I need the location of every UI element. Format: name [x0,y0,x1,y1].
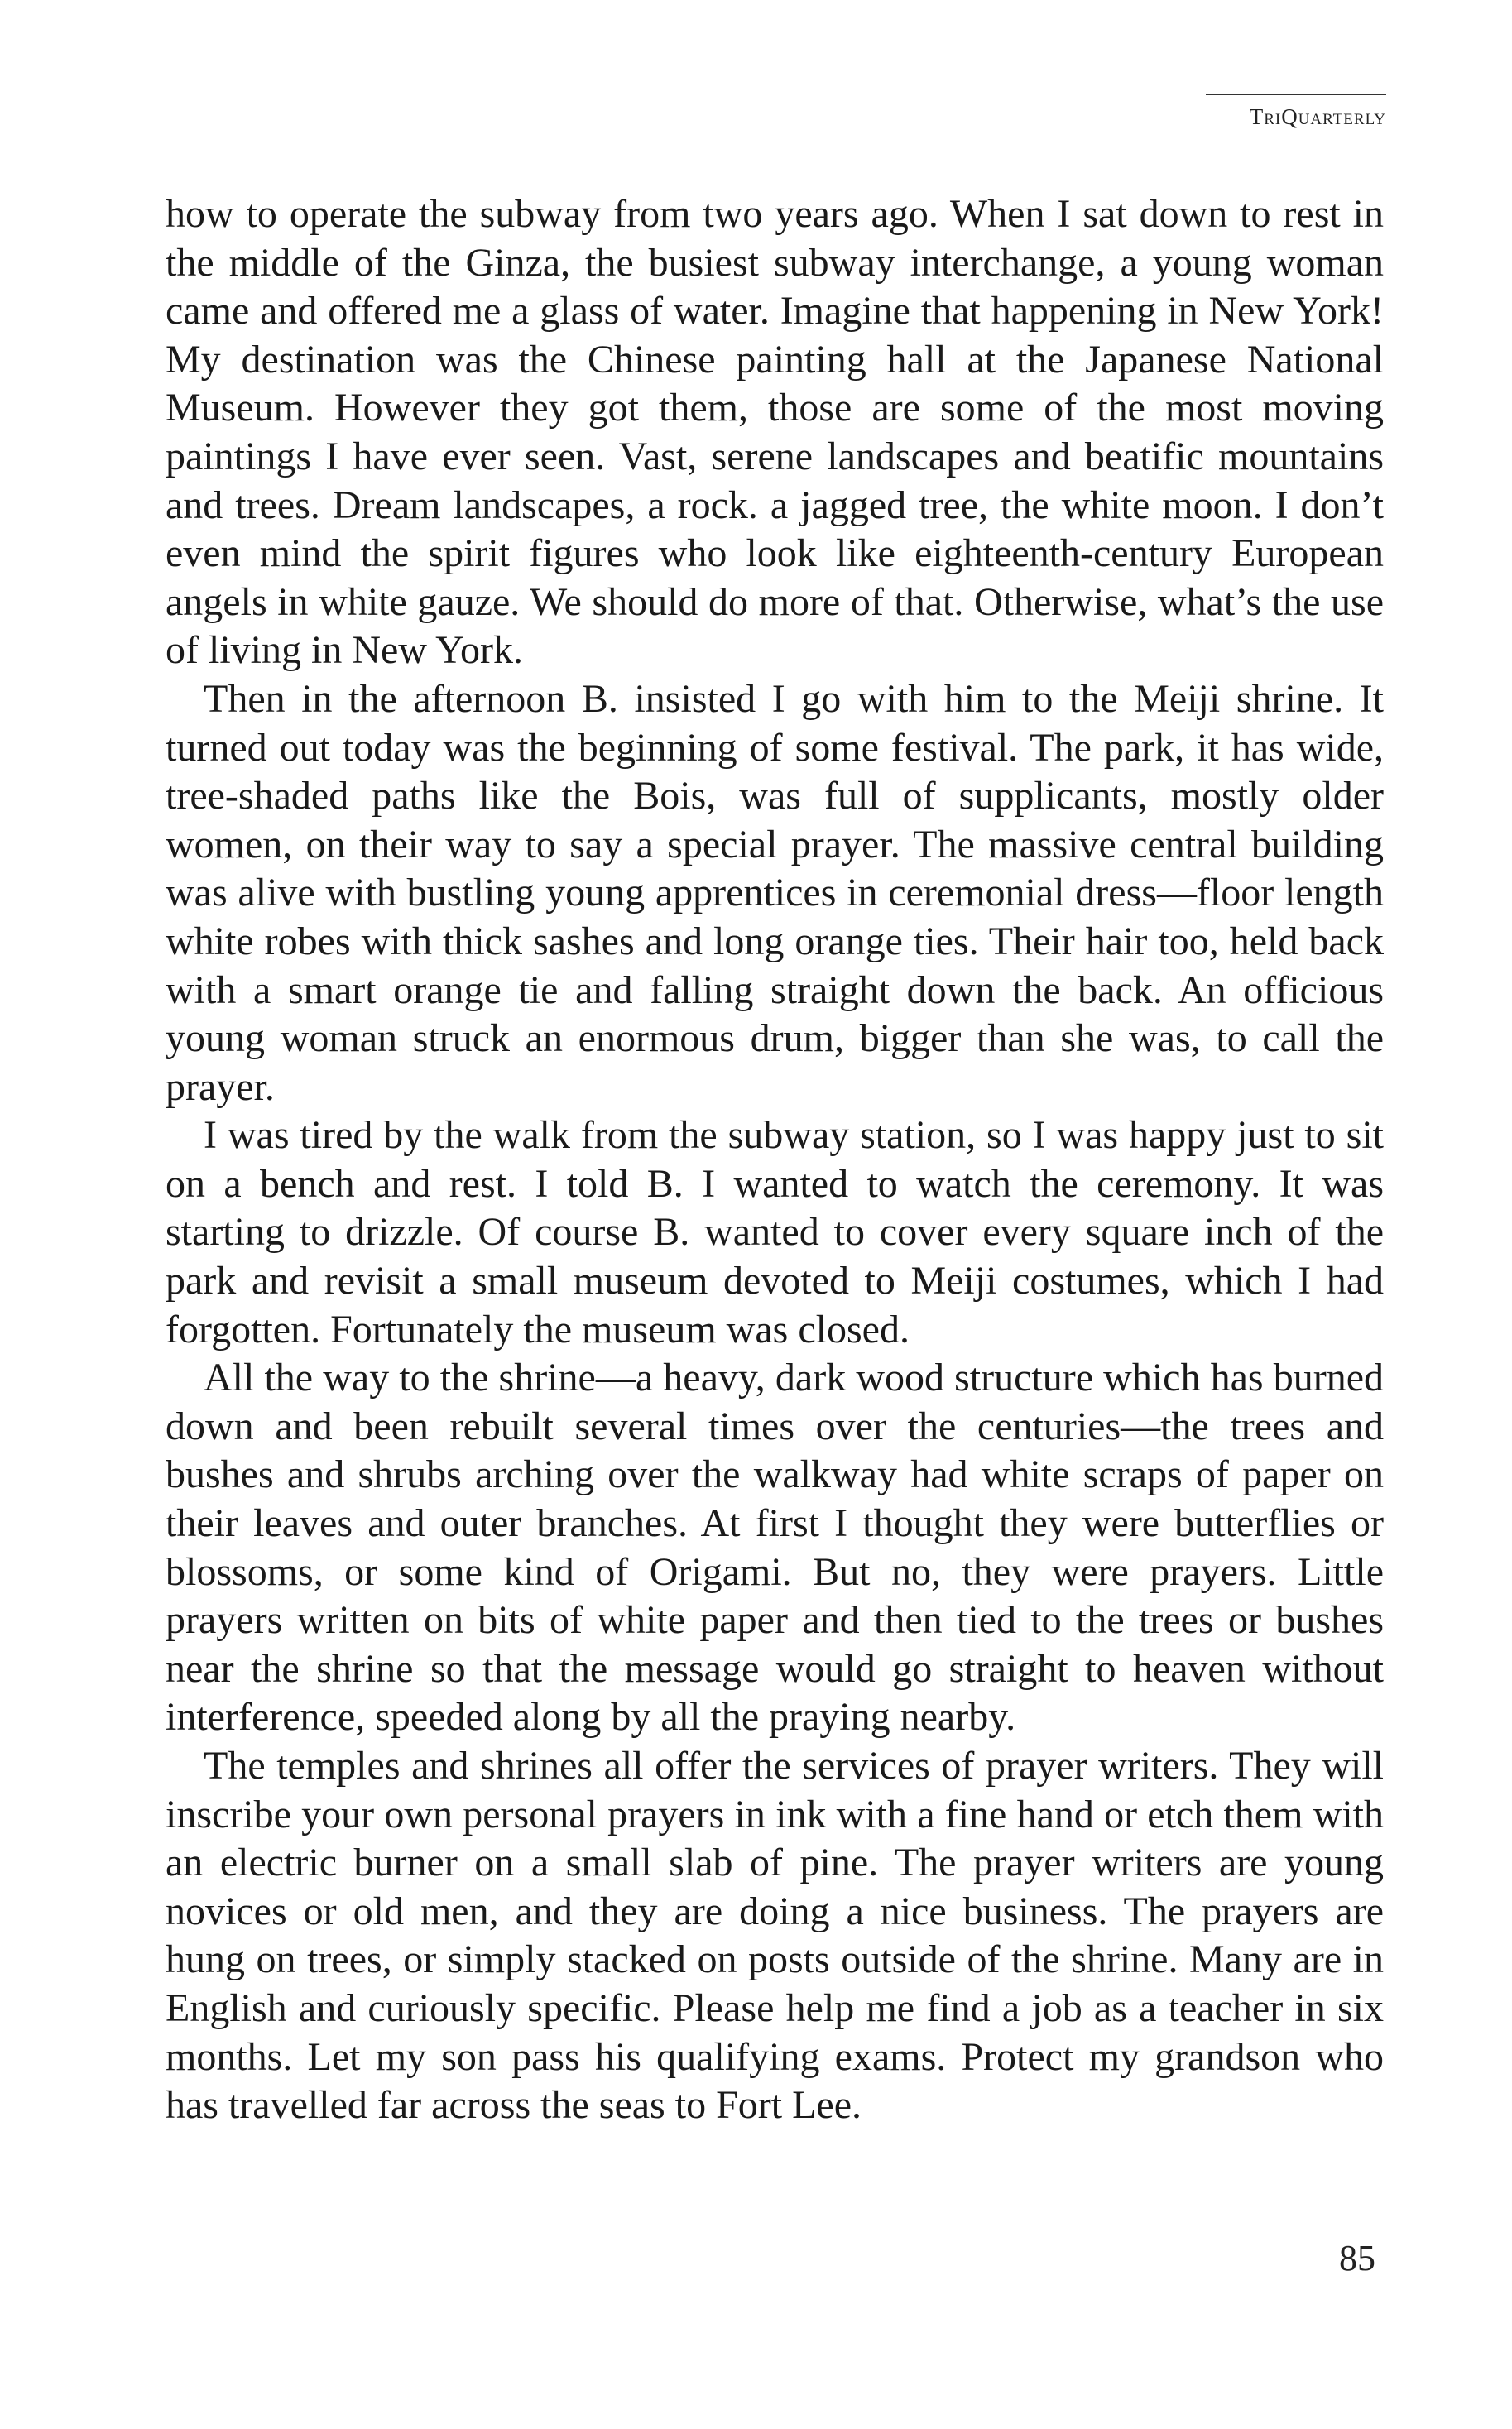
body-text [166,190,1384,2130]
running-head: TriQuarterly [1249,104,1386,129]
paragraph-1: how to operate the subway from two years ago. When I sat down to rest in the middle of the Ginza, the busiest subway interchange, a young woman came and offered me a glass of water. Imagine that happening in New York! My destination was the Chinese painting hall at the Japanese National Museum. However they got them, those are some of the most moving paintings I have ever seen. Vast, serene landscapes and beatific mountains and trees. Dream landscapes, a rock. a jagged tree, the white moon. I don’t even mind the spirit figures who look like eighteenth-century European angels in white gauze. We should do more of that. Otherwise, what’s the use of living in New York. [166,192,1384,673]
paragraph-3: I was tired by the walk from the subway station, so I was happy just to sit on a bench and rest. I told B. I wanted to watch the ceremony. It was starting to drizzle. Of course B. wanted to cover every square inch of the park and revisit a small museum devoted to Meiji costumes, which I had forgotten. Fortunately the museum was closed. [166,1113,1384,1351]
running-head-rule [1206,94,1386,95]
page-number: 85 [1339,2238,1375,2278]
paragraph-5: The temples and shrines all offer the services of prayer writers. They will inscribe your own personal prayers in ink with a fine hand or etch them with an electric burner on a small slab of pine. The prayer writers are young novices or old men, and they are doing a nice business. The prayers are hung on trees, or simply stacked on posts outside of the shrine. Many are in English and curiously specific. Please help me find a job as a teacher in six months. Let my son pass his qualifying exams. Protect my grandson who has travelled far across the seas to Fort Lee. [166,1744,1384,2128]
paragraph-4: All the way to the shrine—a heavy, dark wood structure which has burned down and been rebuilt several times over the centuries—the trees and bushes and shrubs arching over the walkway had white scraps of paper on their leaves and outer branches. At first I thought they were butterflies or blossoms, or some kind of Origami. But no, they were prayers. Little prayers written on bits of white paper and then tied to the trees or bushes near the shrine so that the message would go straight to heaven without interference, speeded along by all the praying nearby. [166,1356,1384,1740]
paragraph-2: Then in the afternoon B. insisted I go with him to the Meiji shrine. It turned out today was the beginning of some festival. The park, it has wide, tree-shaded paths like the Bois, was full of supplicants, mostly older women, on their way to say a special prayer. The massive central building was alive with bustling young apprentices in ceremonial dress—floor length white robes with thick sashes and long orange ties. Their hair too, held back with a smart orange tie and falling straight down the back. An officious young woman struck an enormous drum, bigger than she was, to call the prayer. [166,676,1384,1109]
